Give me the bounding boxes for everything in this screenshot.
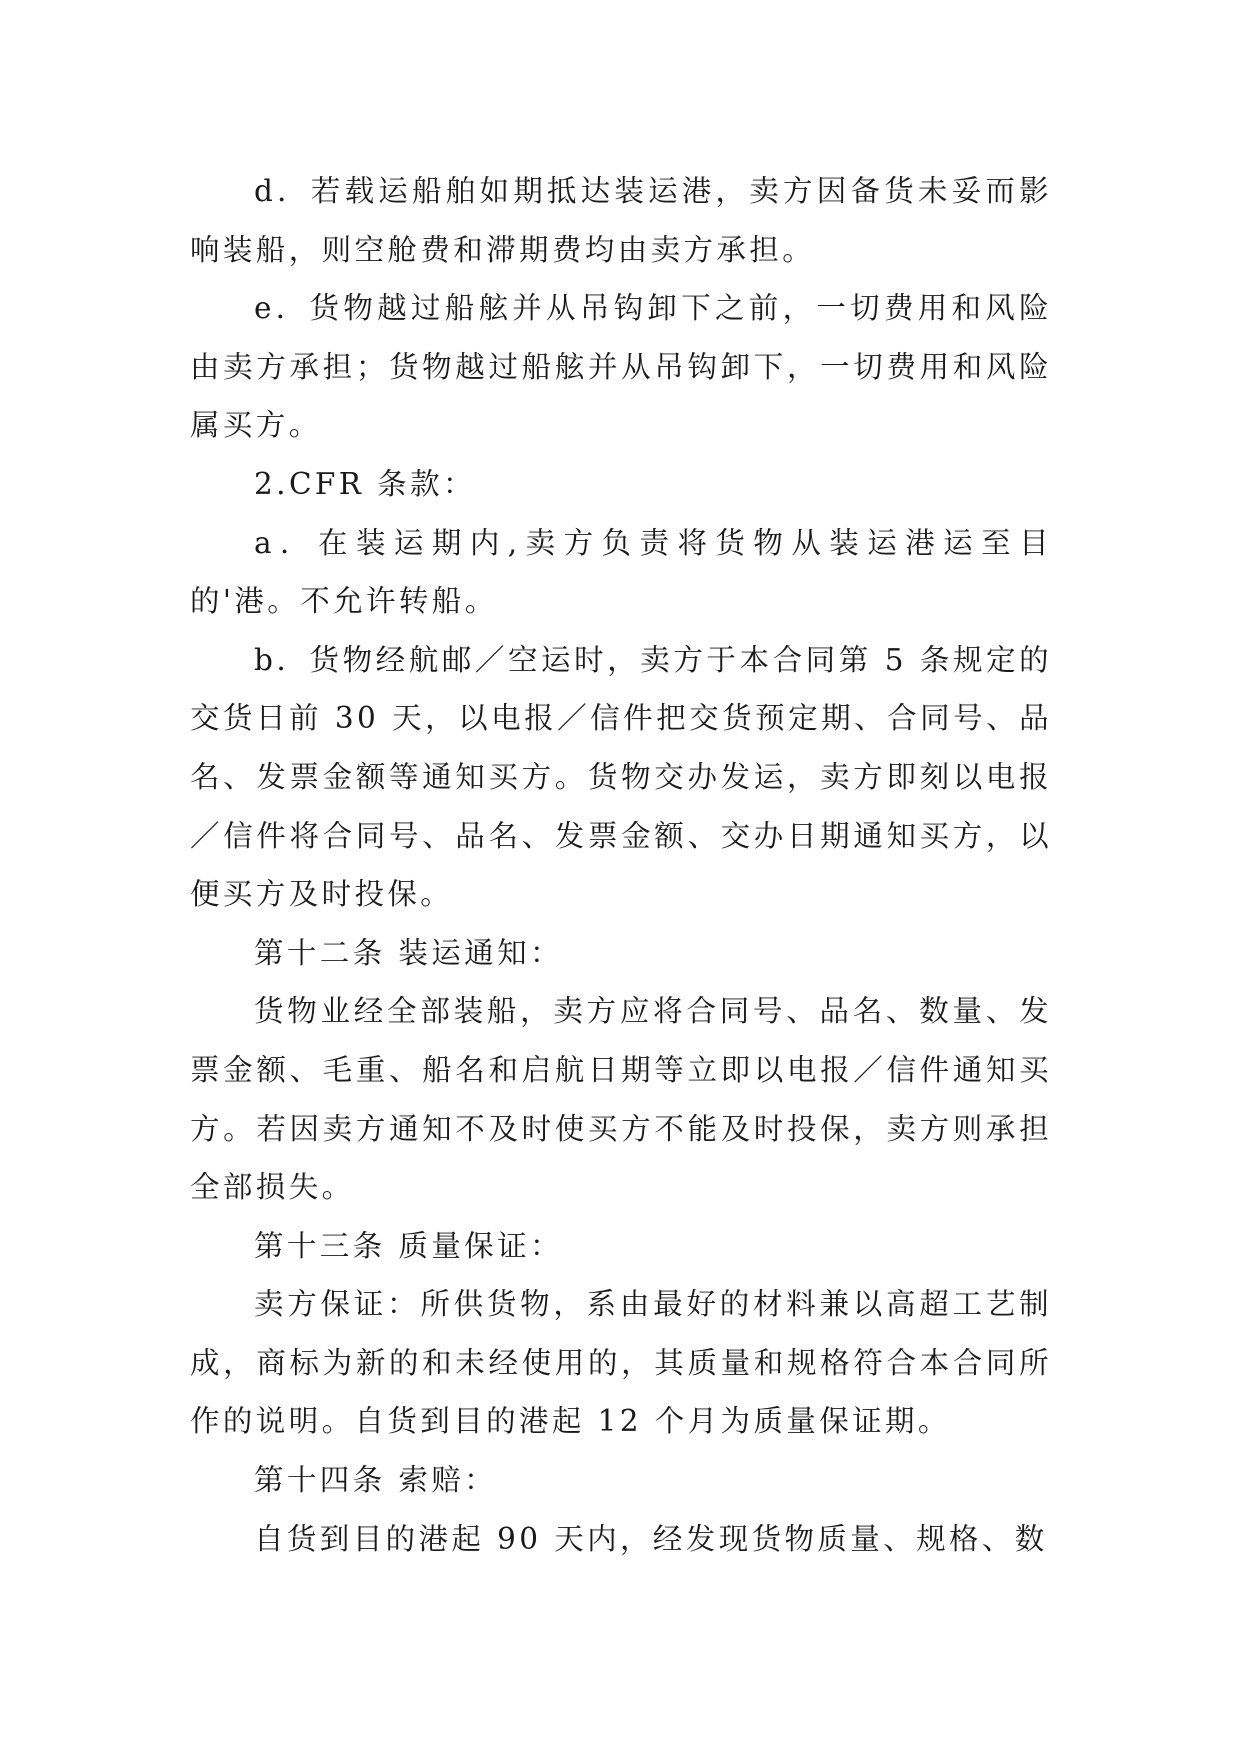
clause-1d-paragraph: d．若载运船舶如期抵达装运港，卖方因备货未妥而影响装船，则空舱费和滞期费均由卖方承担。 bbox=[190, 174, 1052, 267]
article-12-heading: 第十二条 装运通知： bbox=[254, 935, 563, 970]
clause-2b-paragraph: b．货物经航邮／空运时，卖方于本合同第 5 条规定的交货日前 30 天，以电报／信件把交货预定期、合同号、品名、发票金额等通知买方。货物交办发运，卖方即刻以电报／信件将合同号、品名、发票金额、交办日期通知买方，以便买方及时投保。 bbox=[190, 642, 1052, 912]
clause-2a-paragraph: a．在装运期内,卖方负责将货物从装运港运至目的'港。不允许转船。 bbox=[190, 525, 1052, 619]
clause-1e-paragraph: e．货物越过船舷并从吊钩卸下之前，一切费用和风险由卖方承担；货物越过船舷并从吊钩卸下，一切费用和风险属买方。 bbox=[190, 291, 1052, 443]
article-14-heading: 第十四条 索赔： bbox=[254, 1463, 498, 1498]
document-body bbox=[190, 162, 1052, 1568]
article-13-heading: 第十三条 质量保证： bbox=[254, 1228, 563, 1263]
article-14-paragraph: 自货到目的港起 90 天内，经发现货物质量、规格、数 bbox=[254, 1521, 1048, 1556]
cfr-terms-heading: 2.CFR 条款： bbox=[254, 466, 476, 501]
article-13-paragraph: 卖方保证：所供货物，系由最好的材料兼以高超工艺制成，商标为新的和未经使用的，其质量和规格符合本合同所作的说明。自货到目的港起 12 个月为质量保证期。 bbox=[190, 1287, 1052, 1439]
article-12-paragraph: 货物业经全部装船，卖方应将合同号、品名、数量、发票金额、毛重、船名和启航日期等立即以电报／信件通知买方。若因卖方通知不及时使买方不能及时投保，卖方则承担全部损失。 bbox=[190, 994, 1052, 1205]
